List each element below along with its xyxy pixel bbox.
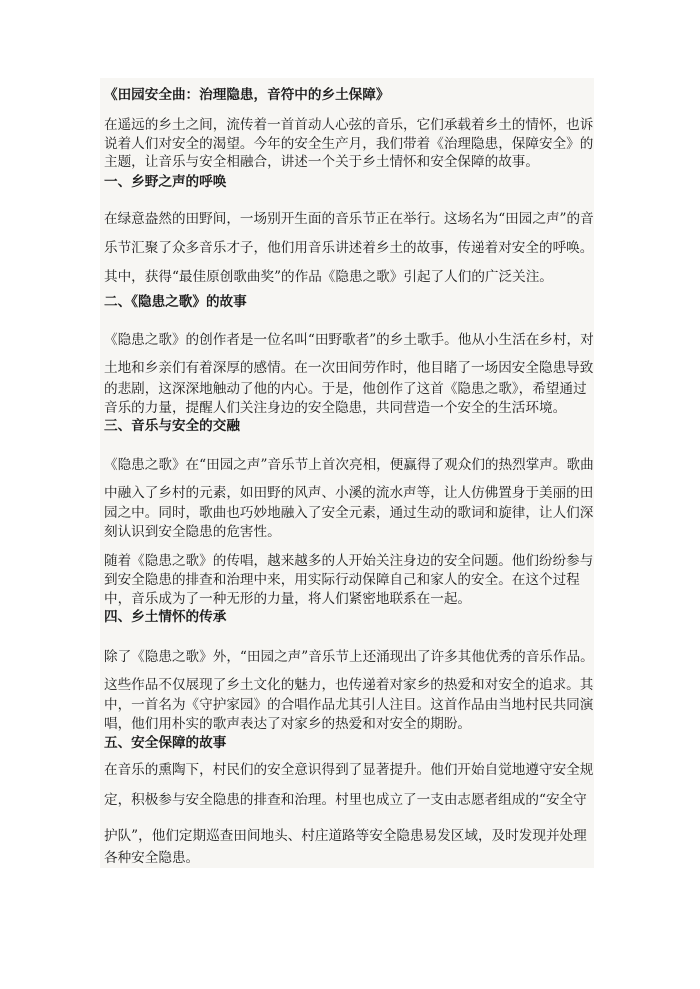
section-heading-2: 二、《隐患之歌》的故事 <box>104 294 247 310</box>
section-4-line: 这些作品不仅展现了乡土文化的魅力，也传递着对家乡的热爱和对安全的追求。其 <box>104 677 594 693</box>
section-3-line: 中融入了乡村的元素，如田野的风声、小溪的流水声等，让人仿佛置身于美丽的田 <box>104 485 594 501</box>
section-3-line: 随着《隐患之歌》的传唱，越来越多的人开始关注身边的安全问题。他们纷纷参与 <box>104 553 594 569</box>
section-2-line: 土地和乡亲们有着深厚的感情。在一次田间劳作时，他目睹了一场因安全隐患导致 <box>104 360 594 376</box>
section-3-line: 园之中。同时，歌曲也巧妙地融入了安全元素，通过生动的歌词和旋律，让人们深 <box>104 505 594 521</box>
section-2-line: 的悲剧，这深深地触动了他的内心。于是，他创作了这首《隐患之歌》，希望通过 <box>104 381 587 397</box>
section-5-line: 护队”，他们定期巡查田间地头、村庄道路等安全隐患易发区域，及时发现并处理 <box>104 828 587 844</box>
section-5-line: 各种安全隐患。 <box>104 850 200 866</box>
intro-line: 主题，让音乐与安全相融合，讲述一个关于乡土情怀和安全保障的故事。 <box>104 154 539 170</box>
section-5-line: 在音乐的熏陶下，村民们的安全意识得到了显著提升。他们开始自觉地遵守安全规 <box>104 762 594 778</box>
section-4-line: 唱，他们用朴实的歌声表达了对家乡的热爱和对安全的期盼。 <box>104 716 472 732</box>
section-2-line: 音乐的力量，提醒人们关注身边的安全隐患，共同营造一个安全的生活环境。 <box>104 400 567 416</box>
section-heading-1: 一、乡野之声的呼唤 <box>104 174 227 190</box>
section-4-line: 中，一首名为《守护家园》的合唱作品尤其引人注目。这首作品由当地村民共同演 <box>104 697 594 713</box>
section-3-line: 到安全隐患的排查和治理中来，用实际行动保障自己和家人的安全。在这个过程 <box>104 572 580 588</box>
section-1-line: 在绿意盎然的田野间，一场别开生面的音乐节正在举行。这场名为“田园之声”的音 <box>104 211 594 227</box>
section-1-line: 乐节汇聚了众多音乐才子，他们用音乐讲述着乡土的故事，传递着对安全的呼唤。 <box>104 240 594 256</box>
section-heading-5: 五、安全保障的故事 <box>104 735 227 751</box>
section-4-line: 除了《隐患之歌》外，“田园之声”音乐节上还涌现出了许多其他优秀的音乐作品。 <box>104 649 594 665</box>
section-3-line: 《隐患之歌》在“田园之声”音乐节上首次亮相，便赢得了观众们的热烈掌声。歌曲 <box>104 457 594 473</box>
section-3-line: 中，音乐成为了一种无形的力量，将人们紧密地联系在一起。 <box>104 591 472 607</box>
section-3-line: 刻认识到安全隐患的危害性。 <box>104 524 281 540</box>
document-title: 《田园安全曲：治理隐患，音符中的乡土保障》 <box>104 87 390 103</box>
section-2-line: 《隐患之歌》的创作者是一位名叫“田野歌者”的乡土歌手。他从小生活在乡村，对 <box>104 332 594 348</box>
intro-line: 在遥远的乡土之间，流传着一首首动人心弦的音乐，它们承载着乡土的情怀，也诉 <box>104 117 594 133</box>
section-1-line: 其中，获得“最佳原创歌曲奖”的作品《隐患之歌》引起了人们的广泛关注。 <box>104 269 553 285</box>
intro-line: 说着人们对安全的渴望。今年的安全生产月，我们带着《治理隐患，保障安全》的 <box>104 136 594 152</box>
section-heading-3: 三、音乐与安全的交融 <box>104 418 240 434</box>
section-5-line: 定，积极参与安全隐患的排查和治理。村里也成立了一支由志愿者组成的“安全守 <box>104 792 587 808</box>
section-heading-4: 四、乡土情怀的传承 <box>104 609 227 625</box>
document-page <box>100 78 594 868</box>
